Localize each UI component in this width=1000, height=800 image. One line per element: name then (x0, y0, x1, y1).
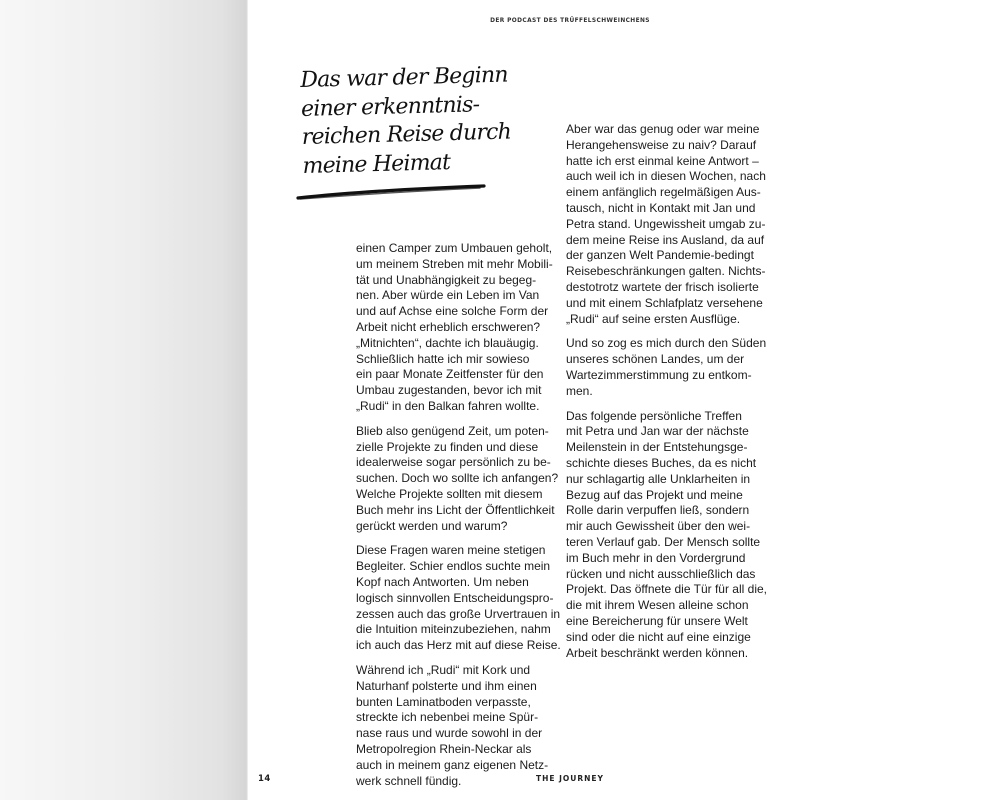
text-line: Herangehensweise zu naiv? Darauf (566, 137, 757, 152)
text-line: nase raus und wurde sowohl in der (356, 726, 543, 741)
paragraph (356, 543, 561, 654)
text-line: Schließlich hatte ich mir sowieso (356, 351, 530, 366)
text-line: rücken und nicht ausschließlich das (566, 566, 756, 581)
text-line: und auf Achse eine solche Form der (356, 304, 549, 319)
text-line: hatte ich erst einmal keine Antwort – (566, 153, 759, 168)
page-spine-shadow (0, 0, 246, 800)
text-line: Das folgende persönliche Treffen (566, 408, 742, 423)
text-line: zessen auch das große Urvertrauen in (356, 606, 561, 621)
text-line: mir auch Gewissheit über den wei- (566, 519, 751, 534)
text-line: Kopf nach Antworten. Um neben (356, 574, 529, 589)
text-line: Diese Fragen waren meine stetigen (356, 543, 546, 558)
text-line: dem meine Reise ins Ausland, da auf (566, 232, 765, 247)
text-line: Naturhanf polsterte und ihm einen (356, 678, 537, 693)
text-line: die Intuition miteinzubeziehen, nahm (356, 622, 551, 637)
text-line: sind oder die nicht auf eine einzige (566, 629, 751, 644)
text-line: ein paar Monate Zeitfenster für den (356, 367, 544, 382)
running-header: DER PODCAST DES TRÜFFELSCHWEINCHENS (490, 16, 650, 24)
paragraph (566, 122, 766, 327)
headline-line: reichen Reise durch (301, 119, 512, 150)
text-line: bunten Laminatboden verpasste, (356, 694, 531, 709)
text-line: destotrotz wartete der frisch isolierte (566, 279, 759, 294)
running-footer: THE JOURNEY (536, 774, 604, 783)
headline-line: Das war der Beginn (300, 62, 508, 93)
text-line: und mit einem Schlafplatz versehene (566, 295, 763, 310)
text-line: um meinem Streben mit mehr Mobili- (356, 256, 553, 271)
headline-brush-underline (294, 178, 494, 208)
text-line: Und so zog es mich durch den Süden (566, 336, 767, 351)
text-column-right (566, 122, 767, 670)
paragraph (356, 663, 550, 789)
headline-line: meine Heimat (302, 149, 451, 179)
paragraph (566, 336, 767, 399)
text-line: die mit ihrem Wesen alleine schon (566, 598, 749, 613)
text-line: im Buch mehr in den Vordergrund (566, 550, 746, 565)
text-line: Reisebeschränkungen galten. Nichts- (566, 264, 766, 279)
text-line: einen Camper zum Umbauen geholt, (356, 241, 553, 255)
text-line: logisch sinnvollen Entscheidungspro- (356, 590, 554, 605)
text-line: eine Bereicherung für unsere Welt (566, 613, 748, 628)
text-line: Buch mehr ins Licht der Öffentlichkeit (356, 502, 555, 517)
text-line: suchen. Doch wo sollte ich anfangen? (356, 471, 559, 486)
text-line: „Rudi“ auf seine ersten Ausflüge. (566, 311, 741, 326)
paragraph (356, 241, 553, 415)
text-line: Metropolregion Rhein-Neckar als (356, 741, 532, 756)
page-number: 14 (258, 774, 271, 784)
text-line: mit Petra und Jan war der nächste (566, 424, 749, 439)
text-line: Während ich „Rudi“ mit Kork und (356, 662, 531, 677)
text-line: Wartezimmerstimmung zu entkom- (566, 367, 752, 382)
text-line: men. (566, 383, 593, 398)
text-line: idealerweise sogar persönlich zu be- (356, 455, 551, 470)
text-line: auch weil ich in diesen Wochen, nach (566, 169, 766, 184)
text-line: Blieb also genügend Zeit, um poten- (356, 423, 549, 438)
headline-line: einer erkenntnis- (300, 91, 480, 122)
text-line: unseres schönen Landes, um der (566, 352, 745, 367)
text-line: der ganzen Welt Pandemie-bedingt (566, 248, 754, 263)
text-line: zielle Projekte zu finden und diese (356, 439, 539, 454)
text-line: Arbeit nicht erheblich erschweren? (356, 319, 541, 334)
text-line: auch in meinem ganz eigenen Netz- (356, 757, 549, 772)
text-line: „Mitnichten“, dachte ich blauäugig. (356, 335, 539, 350)
text-line: Rolle darin verpuffen ließ, sondern (566, 503, 750, 518)
text-line: Umbau zugestanden, bevor ich mit (356, 383, 542, 398)
text-line: Projekt. Das öffnete die Tür für all die, (566, 582, 767, 597)
text-line: Petra stand. Ungewissheit umgab zu- (566, 216, 766, 231)
text-line: teren Verlauf gab. Der Mensch sollte (566, 534, 761, 549)
text-line: gerückt werden und warum? (356, 518, 508, 533)
text-line: werk schnell fündig. (356, 773, 462, 788)
text-line: nur schlagartig alle Unklarheiten in (566, 471, 751, 486)
text-line: tät und Unabhängigkeit zu begeg- (356, 272, 537, 287)
text-line: nen. Aber würde ein Leben im Van (356, 288, 540, 303)
paragraph (566, 408, 767, 662)
paragraph (356, 423, 559, 535)
text-line: schichte dieses Buches, da es nicht (566, 455, 757, 470)
headline (300, 62, 512, 181)
text-line: Meilenstein in der Entstehungsge- (566, 440, 748, 455)
text-column-left (356, 241, 561, 798)
text-line: tausch, nicht in Kontakt mit Jan und (566, 200, 756, 215)
text-line: Begleiter. Schier endlos suchte mein (356, 559, 551, 574)
text-line: Arbeit beschränkt werden können. (566, 645, 749, 660)
text-line: Welche Projekte sollten mit diesem (356, 486, 543, 501)
text-line: „Rudi“ in den Balkan fahren wollte. (356, 398, 540, 413)
page-gutter-edge (246, 0, 248, 800)
text-line: streckte ich nebenbei meine Spür- (356, 710, 539, 725)
text-line: Bezug auf das Projekt und meine (566, 487, 743, 502)
text-line: Aber war das genug oder war meine (566, 122, 760, 136)
text-line: ich auch das Herz mit auf diese Reise. (356, 638, 561, 653)
text-line: einem anfänglich regelmäßigen Aus- (566, 185, 761, 200)
